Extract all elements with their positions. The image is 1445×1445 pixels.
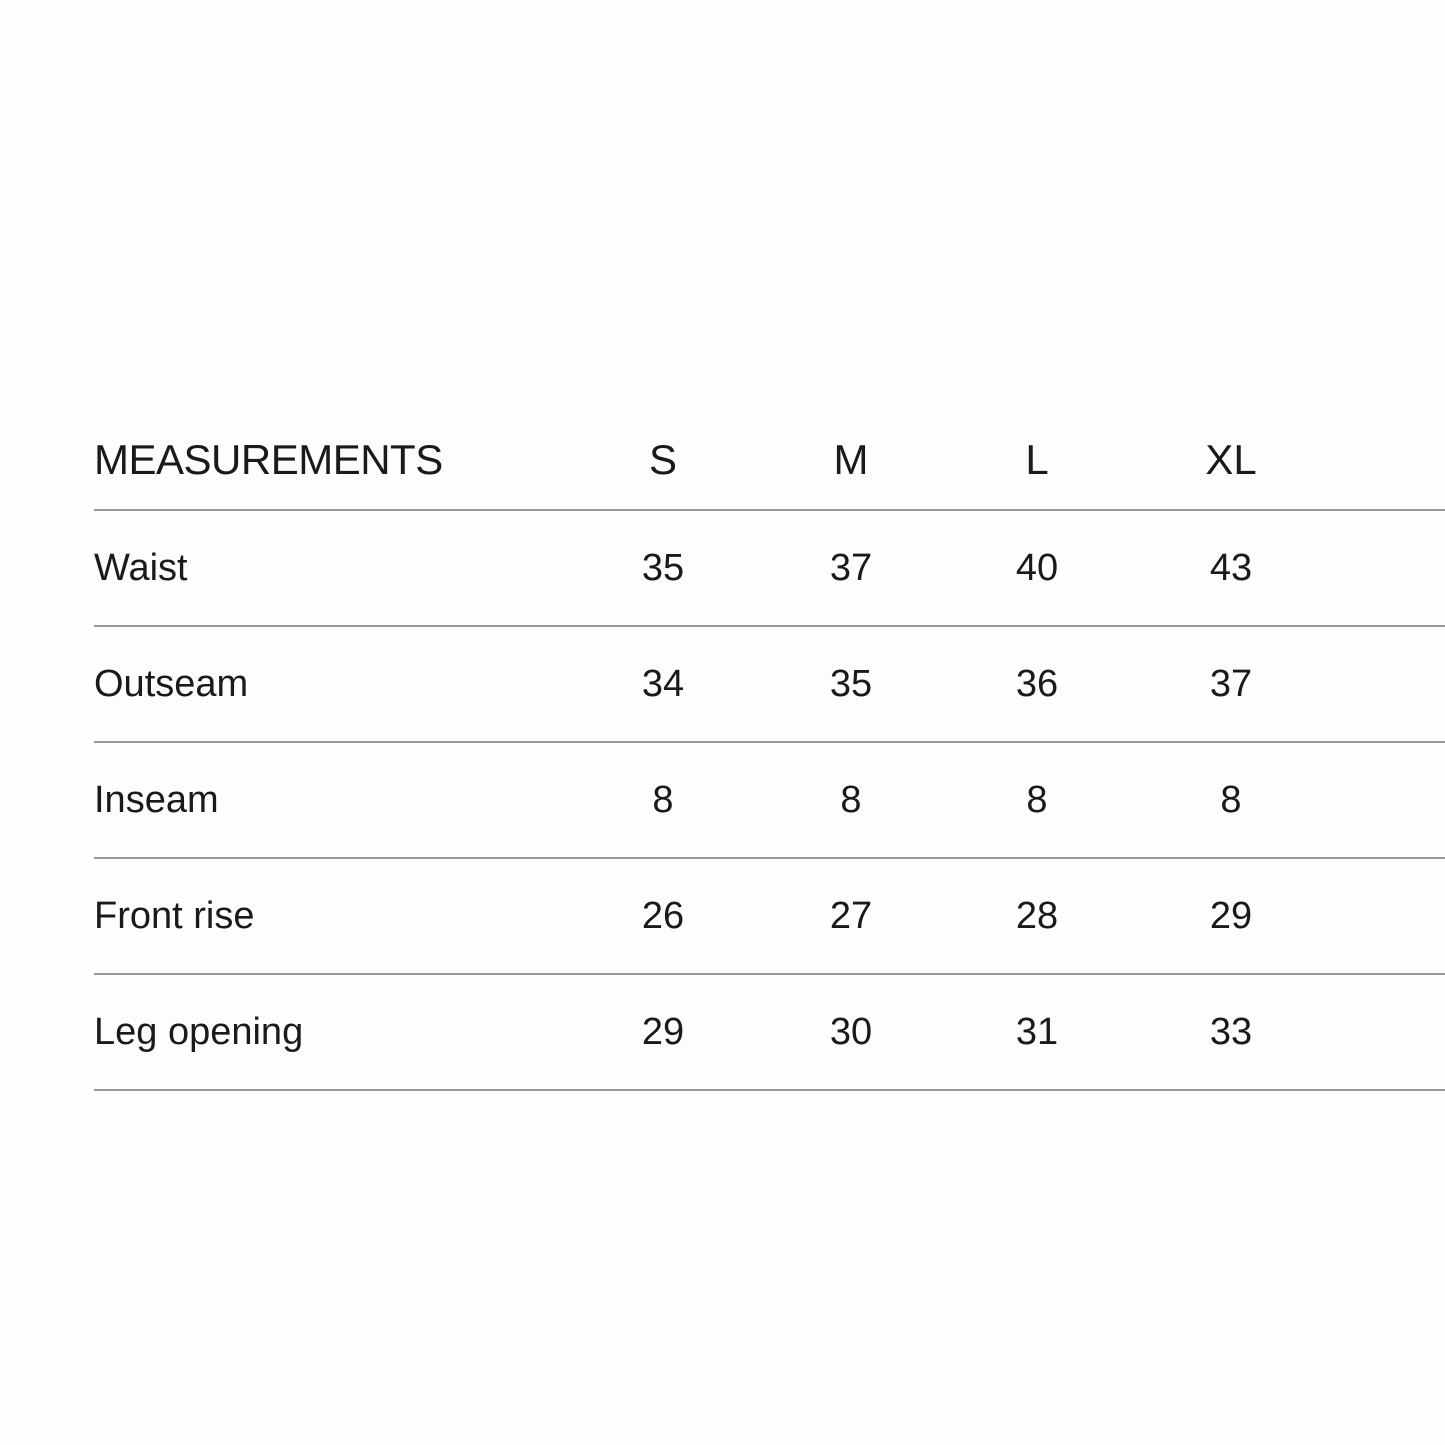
cell-size-l: 31 bbox=[1015, 1010, 1059, 1053]
header-measurements-label: MEASUREMENTS bbox=[94, 435, 443, 483]
cell-size-l: 28 bbox=[1015, 894, 1059, 937]
cell-size-xl: 8 bbox=[1220, 778, 1242, 821]
cell-size-s: 35 bbox=[641, 546, 685, 589]
table-row-front-rise bbox=[94, 859, 1445, 975]
row-label: Inseam bbox=[94, 778, 219, 821]
cell-size-s: 29 bbox=[641, 1010, 685, 1053]
header-size-l: L bbox=[1025, 435, 1049, 483]
cell-size-l: 36 bbox=[1015, 662, 1059, 705]
row-label: Outseam bbox=[94, 662, 249, 705]
row-label: Waist bbox=[94, 546, 188, 589]
header-size-s: S bbox=[648, 435, 677, 483]
cell-size-s: 26 bbox=[641, 894, 685, 937]
table-header-row bbox=[94, 410, 1445, 511]
cell-size-m: 8 bbox=[840, 778, 862, 821]
cell-size-m: 30 bbox=[829, 1010, 873, 1053]
cell-size-m: 37 bbox=[829, 546, 873, 589]
table-row-outseam bbox=[94, 627, 1445, 743]
cell-size-m: 27 bbox=[829, 894, 873, 937]
cell-size-xl: 29 bbox=[1209, 894, 1253, 937]
size-chart-table bbox=[94, 410, 1445, 1091]
cell-size-xl: 43 bbox=[1209, 546, 1253, 589]
table-row-leg-opening bbox=[94, 975, 1445, 1091]
cell-size-xl: 33 bbox=[1209, 1010, 1253, 1053]
cell-size-l: 40 bbox=[1015, 546, 1059, 589]
cell-size-m: 35 bbox=[829, 662, 873, 705]
header-size-xl: XL bbox=[1205, 435, 1257, 483]
cell-size-l: 8 bbox=[1026, 778, 1048, 821]
table-row-waist bbox=[94, 511, 1445, 627]
cell-size-s: 8 bbox=[652, 778, 674, 821]
cell-size-s: 34 bbox=[641, 662, 685, 705]
row-label: Front rise bbox=[94, 894, 255, 937]
row-label: Leg opening bbox=[94, 1010, 304, 1053]
cell-size-xl: 37 bbox=[1209, 662, 1253, 705]
header-size-m: M bbox=[833, 435, 869, 483]
table-row-inseam bbox=[94, 743, 1445, 859]
